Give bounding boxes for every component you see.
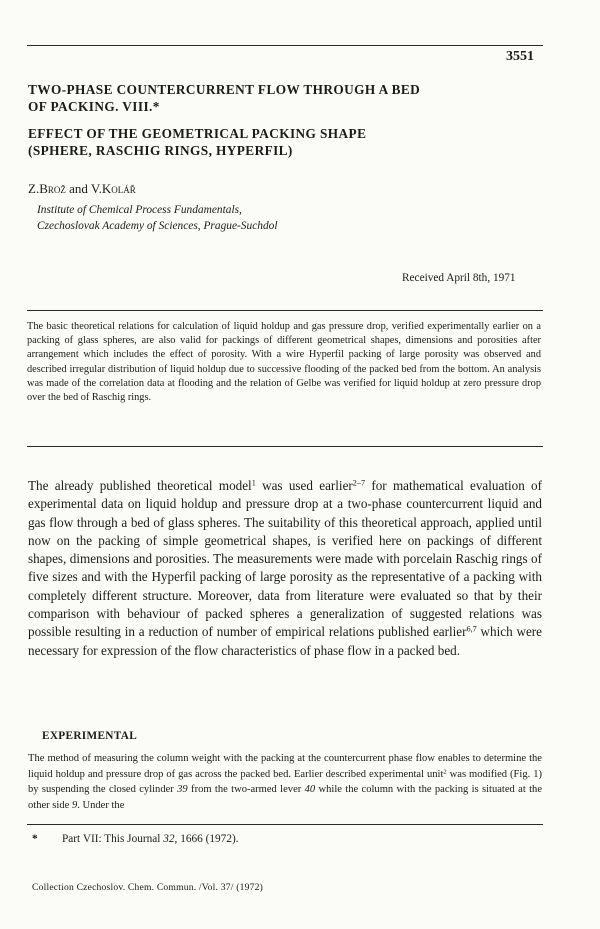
- experimental-text-3: from the two-armed lever: [187, 784, 305, 795]
- citation-2: 2: [443, 767, 447, 775]
- body-text-3: for mathematical evaluation of experimental data on liquid holdup and pressure drop at a two-phase countercurrent liquid and gas flow through a bed of glass spheres. The suitability of this theoretical approach, applied until now on the packing of simple geometrical shapes, is verified here on packings of different shapes, dimensions and porosities. The measurements were made with porcelain Raschig rings of five sizes and with the Hyperfil packing of large porosity as the representative of a packing with completely different structure. Moreover, data from literature were evaluated so that by their comparison with behaviour of packed spheres a generalization of suggested relations was possible resulting in a reduction of number of empirical relations published earlier: [28, 478, 543, 640]
- experimental-text-2: was modified (Fig. 1) by suspending the closed cylinder: [28, 768, 543, 795]
- citation-2-7: 2–7: [352, 478, 366, 488]
- body-text-2: was used earlier: [255, 478, 353, 493]
- footnote-text-1: Part VII: This Journal: [62, 833, 164, 845]
- footnote-text-2: , 1666 (1972).: [174, 833, 239, 845]
- section-heading-experimental: EXPERIMENTAL: [42, 730, 138, 742]
- subtitle-line-2: (SPHERE, RASCHIG RINGS, HYPERFIL): [28, 143, 293, 158]
- subtitle-line-1: EFFECT OF THE GEOMETRICAL PACKING SHAPE: [28, 126, 367, 141]
- affiliation-line-2: Czechoslovak Academy of Sciences, Prague-Suchdol: [37, 220, 278, 232]
- experimental-paragraph: [28, 751, 542, 813]
- label-39: 39: [177, 784, 188, 795]
- footnote-volume: 32: [163, 833, 175, 845]
- footnote: [32, 833, 239, 845]
- authors: [28, 181, 136, 197]
- body-text-1: The already published theoretical model: [28, 478, 252, 493]
- label-40: 40: [304, 784, 316, 795]
- experimental-text-4: while the column with the packing is situated at the other side: [28, 784, 542, 811]
- received-date: Received April 8th, 1971: [402, 272, 516, 284]
- experimental-text-1: The method of measuring the column weight with the packing at the countercurrent phase flow enables to determine the liquid holdup and pressure drop of gas across the packed bed. Earlier described experimental unit: [28, 753, 542, 780]
- title-line-1: TWO-PHASE COUNTERCURRENT FLOW THROUGH A BED: [28, 82, 421, 97]
- abstract-top-rule: [27, 310, 543, 311]
- affiliation-line-1: Institute of Chemical Process Fundamentals,: [37, 204, 242, 216]
- author-1-initial: Z.: [28, 181, 40, 196]
- author-2-initial: V.: [90, 181, 102, 196]
- author-1-surname: Brož: [39, 181, 66, 196]
- abstract: The basic theoretical relations for calculation of liquid holdup and gas pressure drop, verified experimentally earlier on a packing of glass spheres, are also valid for packings of different geometrical shapes, dimensions and porosities after arrangement which includes the effect of porosity. With a wire Hyperfil packing of large porosity was observed and described irregular distribution of liquid holdup due to successive flooding of the packed bed from the bottom. An analysis was made of the correlation data at flooding and the relation of Gelbe was verified for liquid holdup at zero pressure drop over the bed of Raschig rings.: [27, 321, 541, 404]
- author-conjunction: and: [65, 181, 91, 196]
- body-text-4: which were necessary for expression of the flow characteristics of phase flow in a packed bed.: [28, 624, 543, 658]
- title-line-2: OF PACKING. VIII.*: [28, 99, 160, 114]
- page-number: 3551: [506, 49, 534, 64]
- citation-1: 1: [251, 478, 256, 488]
- citation-6-7: 6,7: [466, 624, 477, 634]
- experimental-text-5: . Under the: [77, 799, 125, 811]
- header-rule: [27, 45, 543, 46]
- body-paragraph: [28, 477, 542, 660]
- label-9: 9: [71, 799, 78, 811]
- abstract-bottom-rule: [27, 446, 543, 447]
- footnote-rule: [27, 824, 543, 825]
- journal-footer: Collection Czechoslov. Chem. Commun. /Vol. 37/ (1972): [32, 882, 263, 893]
- footnote-marker: *: [32, 833, 38, 845]
- author-2-surname: Kolář: [101, 181, 136, 196]
